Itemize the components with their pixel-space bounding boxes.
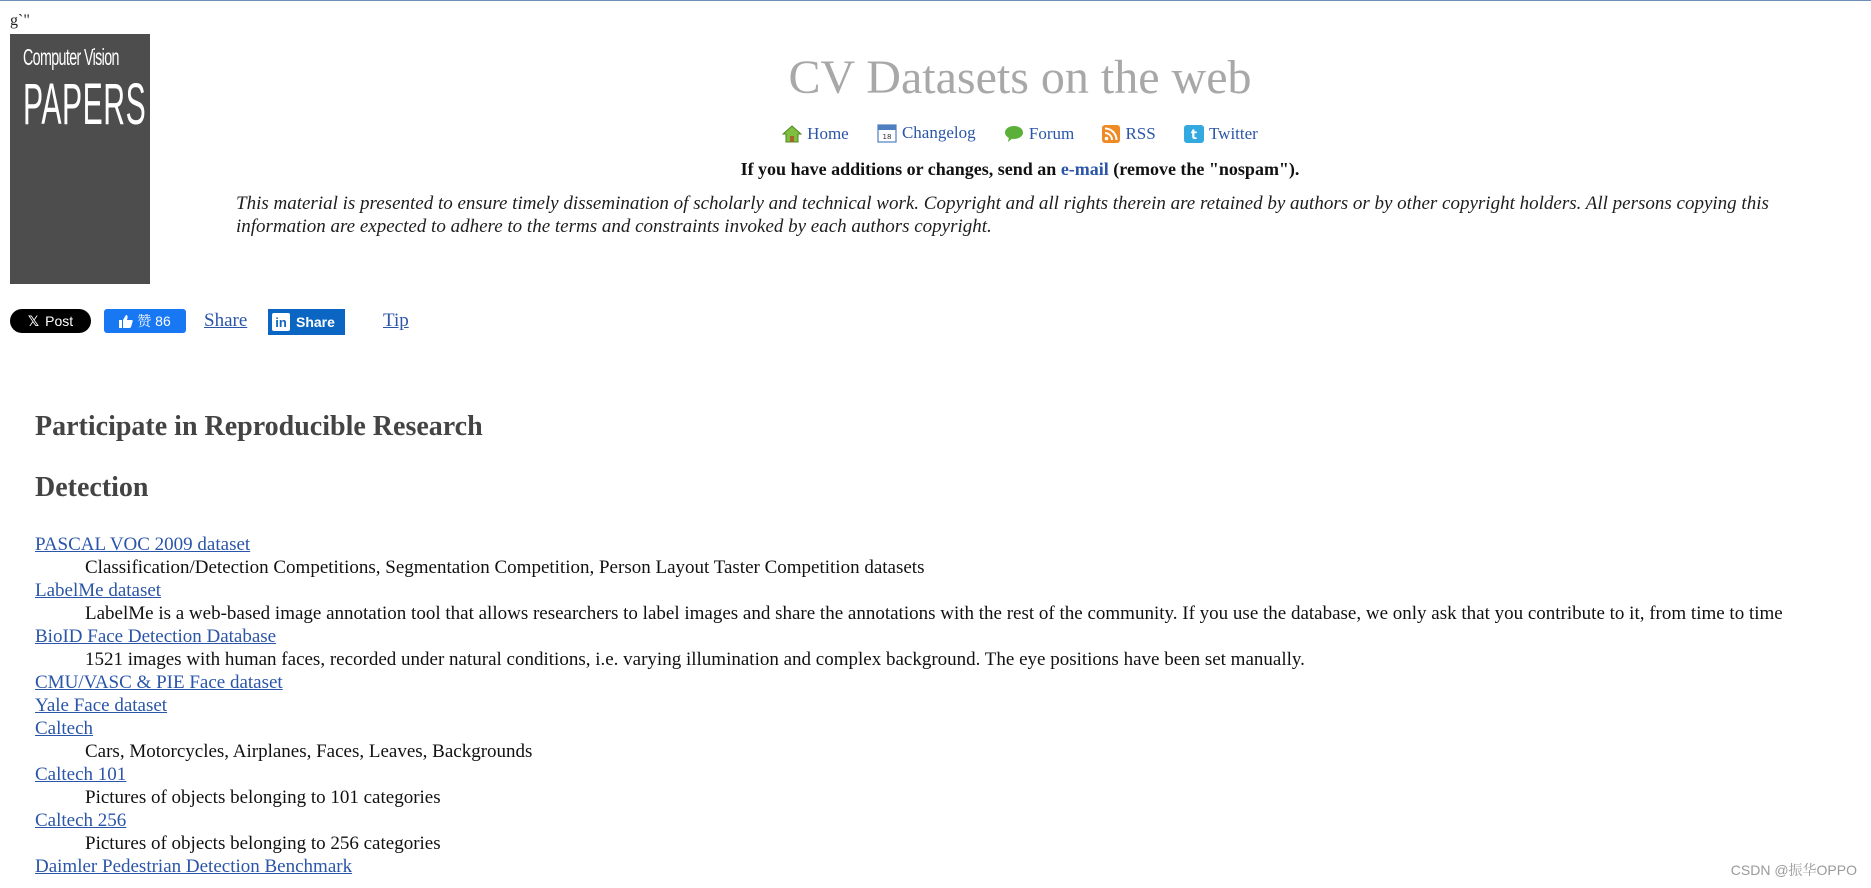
twitter-icon	[1184, 125, 1204, 143]
dataset-link-pascal-voc-2009[interactable]: PASCAL VOC 2009 dataset	[35, 534, 251, 555]
nav-forum[interactable]	[1004, 124, 1074, 144]
dataset-link-labelme[interactable]: LabelMe dataset	[35, 580, 162, 601]
facebook-like-label: 赞 86	[137, 313, 171, 329]
tip-link[interactable]: Tip	[383, 310, 409, 331]
dataset-item	[35, 717, 1783, 740]
calendar-icon	[877, 123, 897, 143]
dataset-item	[35, 855, 1783, 878]
thumbs-up-icon	[119, 314, 133, 328]
dataset-description: Pictures of objects belonging to 256 categories	[85, 833, 441, 854]
notice-text-after: (remove the "nospam").	[1108, 159, 1300, 179]
stray-text: g`"	[10, 12, 30, 29]
svg-text:18: 18	[882, 133, 892, 141]
nav-home-label: Home	[807, 124, 849, 143]
chat-bubble-icon	[1004, 125, 1024, 143]
nav-rss-label: RSS	[1125, 124, 1156, 143]
dataset-list	[35, 533, 1783, 878]
nav-twitter-label: Twitter	[1208, 124, 1258, 143]
heading-detection: Detection	[35, 472, 149, 503]
nav-forum-label: Forum	[1028, 124, 1075, 143]
x-post-label: Post	[45, 313, 74, 329]
nav-changelog[interactable]	[877, 123, 976, 143]
dataset-link-caltech-256[interactable]: Caltech 256	[35, 810, 127, 831]
page-title: CV Datasets on the web	[788, 51, 1252, 104]
dataset-item	[35, 671, 1783, 694]
dataset-item	[35, 579, 1783, 602]
nav-twitter[interactable]	[1184, 124, 1258, 144]
dataset-link-yale-face[interactable]: Yale Face dataset	[35, 695, 168, 716]
x-icon: 𝕏	[27, 312, 40, 329]
heading-reproducible-research: Participate in Reproducible Research	[35, 411, 483, 442]
csdn-watermark: CSDN @振华OPPO	[1730, 862, 1857, 878]
dataset-item	[35, 763, 1783, 786]
contact-notice	[0, 159, 1871, 180]
nav-home[interactable]	[782, 124, 849, 144]
rss-icon	[1102, 125, 1120, 143]
linkedin-icon: in	[272, 313, 290, 331]
dataset-link-daimler-pedestrian[interactable]: Daimler Pedestrian Detection Benchmark	[35, 856, 353, 877]
dataset-description: LabelMe is a web-based image annotation tool that allows researchers to label images and share the annotations with the rest of the community. If you use the database, we only ask that you contribute to it, from time to time	[85, 603, 1783, 624]
dataset-item	[35, 625, 1783, 648]
nav-changelog-label: Changelog	[901, 123, 976, 142]
home-icon	[782, 125, 802, 143]
dataset-description: Cars, Motorcycles, Airplanes, Faces, Leaves, Backgrounds	[85, 741, 533, 762]
dataset-link-bioid[interactable]: BioID Face Detection Database	[35, 626, 277, 647]
linkedin-share-label: Share	[296, 314, 335, 330]
copyright-disclaimer: This material is presented to ensure timely dissemination of scholarly and technical work. Copyright and all rights therein are retained by authors or by other copyright holders. All persons copying this information are expected to adhere to the terms and constraints invoked by each authors copyright.	[236, 193, 1769, 237]
logo-line2: PAPERS	[23, 72, 147, 137]
top-border	[0, 0, 1871, 1]
logo-line1: Computer Vision	[23, 44, 119, 70]
dataset-link-caltech-101[interactable]: Caltech 101	[35, 764, 127, 785]
facebook-like-button[interactable]	[104, 309, 186, 333]
dataset-item	[35, 809, 1783, 832]
dataset-description: 1521 images with human faces, recorded under natural conditions, i.e. varying illumination and complex background. The eye positions have been set manually.	[85, 649, 1305, 670]
dataset-description: Pictures of objects belonging to 101 categories	[85, 787, 441, 808]
share-link[interactable]: Share	[204, 310, 248, 331]
notice-text-before: If you have additions or changes, send an	[740, 159, 1061, 179]
linkedin-share-button[interactable]	[268, 309, 345, 335]
x-post-button[interactable]	[10, 309, 91, 333]
dataset-item	[35, 694, 1783, 717]
svg-text:t: t	[1190, 128, 1198, 143]
top-nav	[0, 123, 1871, 148]
dataset-link-cmu-vasc-pie[interactable]: CMU/VASC & PIE Face dataset	[35, 672, 283, 693]
email-link[interactable]: e-mail	[1060, 159, 1109, 179]
nav-rss[interactable]	[1102, 124, 1155, 144]
dataset-description: Classification/Detection Competitions, Segmentation Competition, Person Layout Taster Competition datasets	[85, 557, 925, 578]
dataset-item	[35, 533, 1783, 556]
dataset-link-caltech[interactable]: Caltech	[35, 718, 94, 739]
